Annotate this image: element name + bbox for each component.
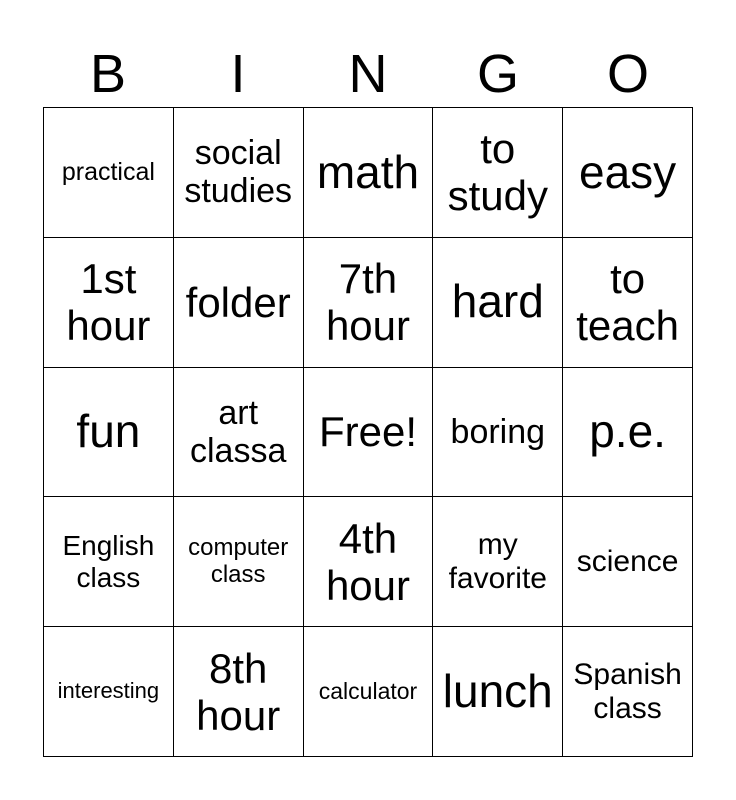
bingo-cell-r5c3[interactable]	[304, 627, 434, 757]
bingo-cell-r3c2[interactable]	[174, 368, 304, 498]
header-letter-g: G	[476, 44, 519, 104]
cell-label: to teach	[576, 255, 679, 350]
bingo-cell-r1c4[interactable]	[433, 108, 563, 238]
bingo-cell-r4c1[interactable]	[44, 497, 174, 627]
bingo-board	[43, 107, 693, 757]
cell-label: 4th hour	[325, 514, 411, 609]
bingo-cell-r2c3[interactable]	[304, 238, 434, 368]
header-letter-n: N	[348, 44, 388, 104]
bingo-cell-r4c4[interactable]	[433, 497, 563, 627]
bingo-cell-r4c2[interactable]	[174, 497, 304, 627]
cell-label: social studies	[184, 134, 293, 211]
bingo-cell-r1c5[interactable]	[563, 108, 693, 238]
cell-label: my favorite	[448, 528, 547, 595]
cell-label: folder	[185, 278, 291, 326]
bingo-cell-r3c3[interactable]	[304, 368, 434, 498]
header-letter-i: I	[230, 44, 246, 104]
cell-label: math	[316, 145, 420, 198]
cell-label: 8th hour	[196, 644, 281, 739]
cell-label: calculator	[318, 677, 418, 704]
bingo-cell-r1c1[interactable]	[44, 108, 174, 238]
bingo-cell-r5c4[interactable]	[433, 627, 563, 757]
cell-label: fun	[76, 405, 141, 458]
bingo-cell-r5c2[interactable]	[174, 627, 304, 757]
cell-label: lunch	[442, 664, 553, 717]
cell-label: hard	[451, 275, 544, 328]
bingo-cell-r4c5[interactable]	[563, 497, 693, 627]
bingo-cell-r5c1[interactable]	[44, 627, 174, 757]
cell-label: art classa	[190, 393, 287, 470]
bingo-cell-r3c5[interactable]	[563, 368, 693, 498]
cell-label: boring	[450, 412, 546, 451]
bingo-cell-r3c1[interactable]	[44, 368, 174, 498]
cell-label: computer class	[188, 533, 289, 588]
bingo-cell-r2c4[interactable]	[433, 238, 563, 368]
bingo-cell-r5c5[interactable]	[563, 627, 693, 757]
bingo-cell-r1c3[interactable]	[304, 108, 434, 238]
cell-label: to study	[447, 125, 548, 220]
cell-label: Free!	[318, 408, 417, 456]
cell-label: practical	[61, 158, 155, 187]
bingo-cell-r1c2[interactable]	[174, 108, 304, 238]
cell-label: easy	[579, 145, 677, 198]
bingo-cell-r3c4[interactable]	[433, 368, 563, 498]
bingo-cell-r2c2[interactable]	[174, 238, 304, 368]
cell-label: English class	[62, 530, 155, 593]
bingo-cell-r2c5[interactable]	[563, 238, 693, 368]
cell-label: Spanish class	[573, 658, 682, 725]
bingo-cell-r4c3[interactable]	[304, 497, 434, 627]
header-letter-o: O	[606, 44, 649, 104]
cell-label: 7th hour	[325, 255, 411, 350]
bingo-header	[43, 40, 693, 108]
cell-label: science	[576, 544, 679, 578]
cell-label: 1st hour	[66, 255, 151, 350]
cell-label: interesting	[57, 678, 160, 704]
header-letter-b: B	[89, 44, 127, 104]
bingo-cell-r2c1[interactable]	[44, 238, 174, 368]
cell-label: p.e.	[589, 405, 666, 458]
